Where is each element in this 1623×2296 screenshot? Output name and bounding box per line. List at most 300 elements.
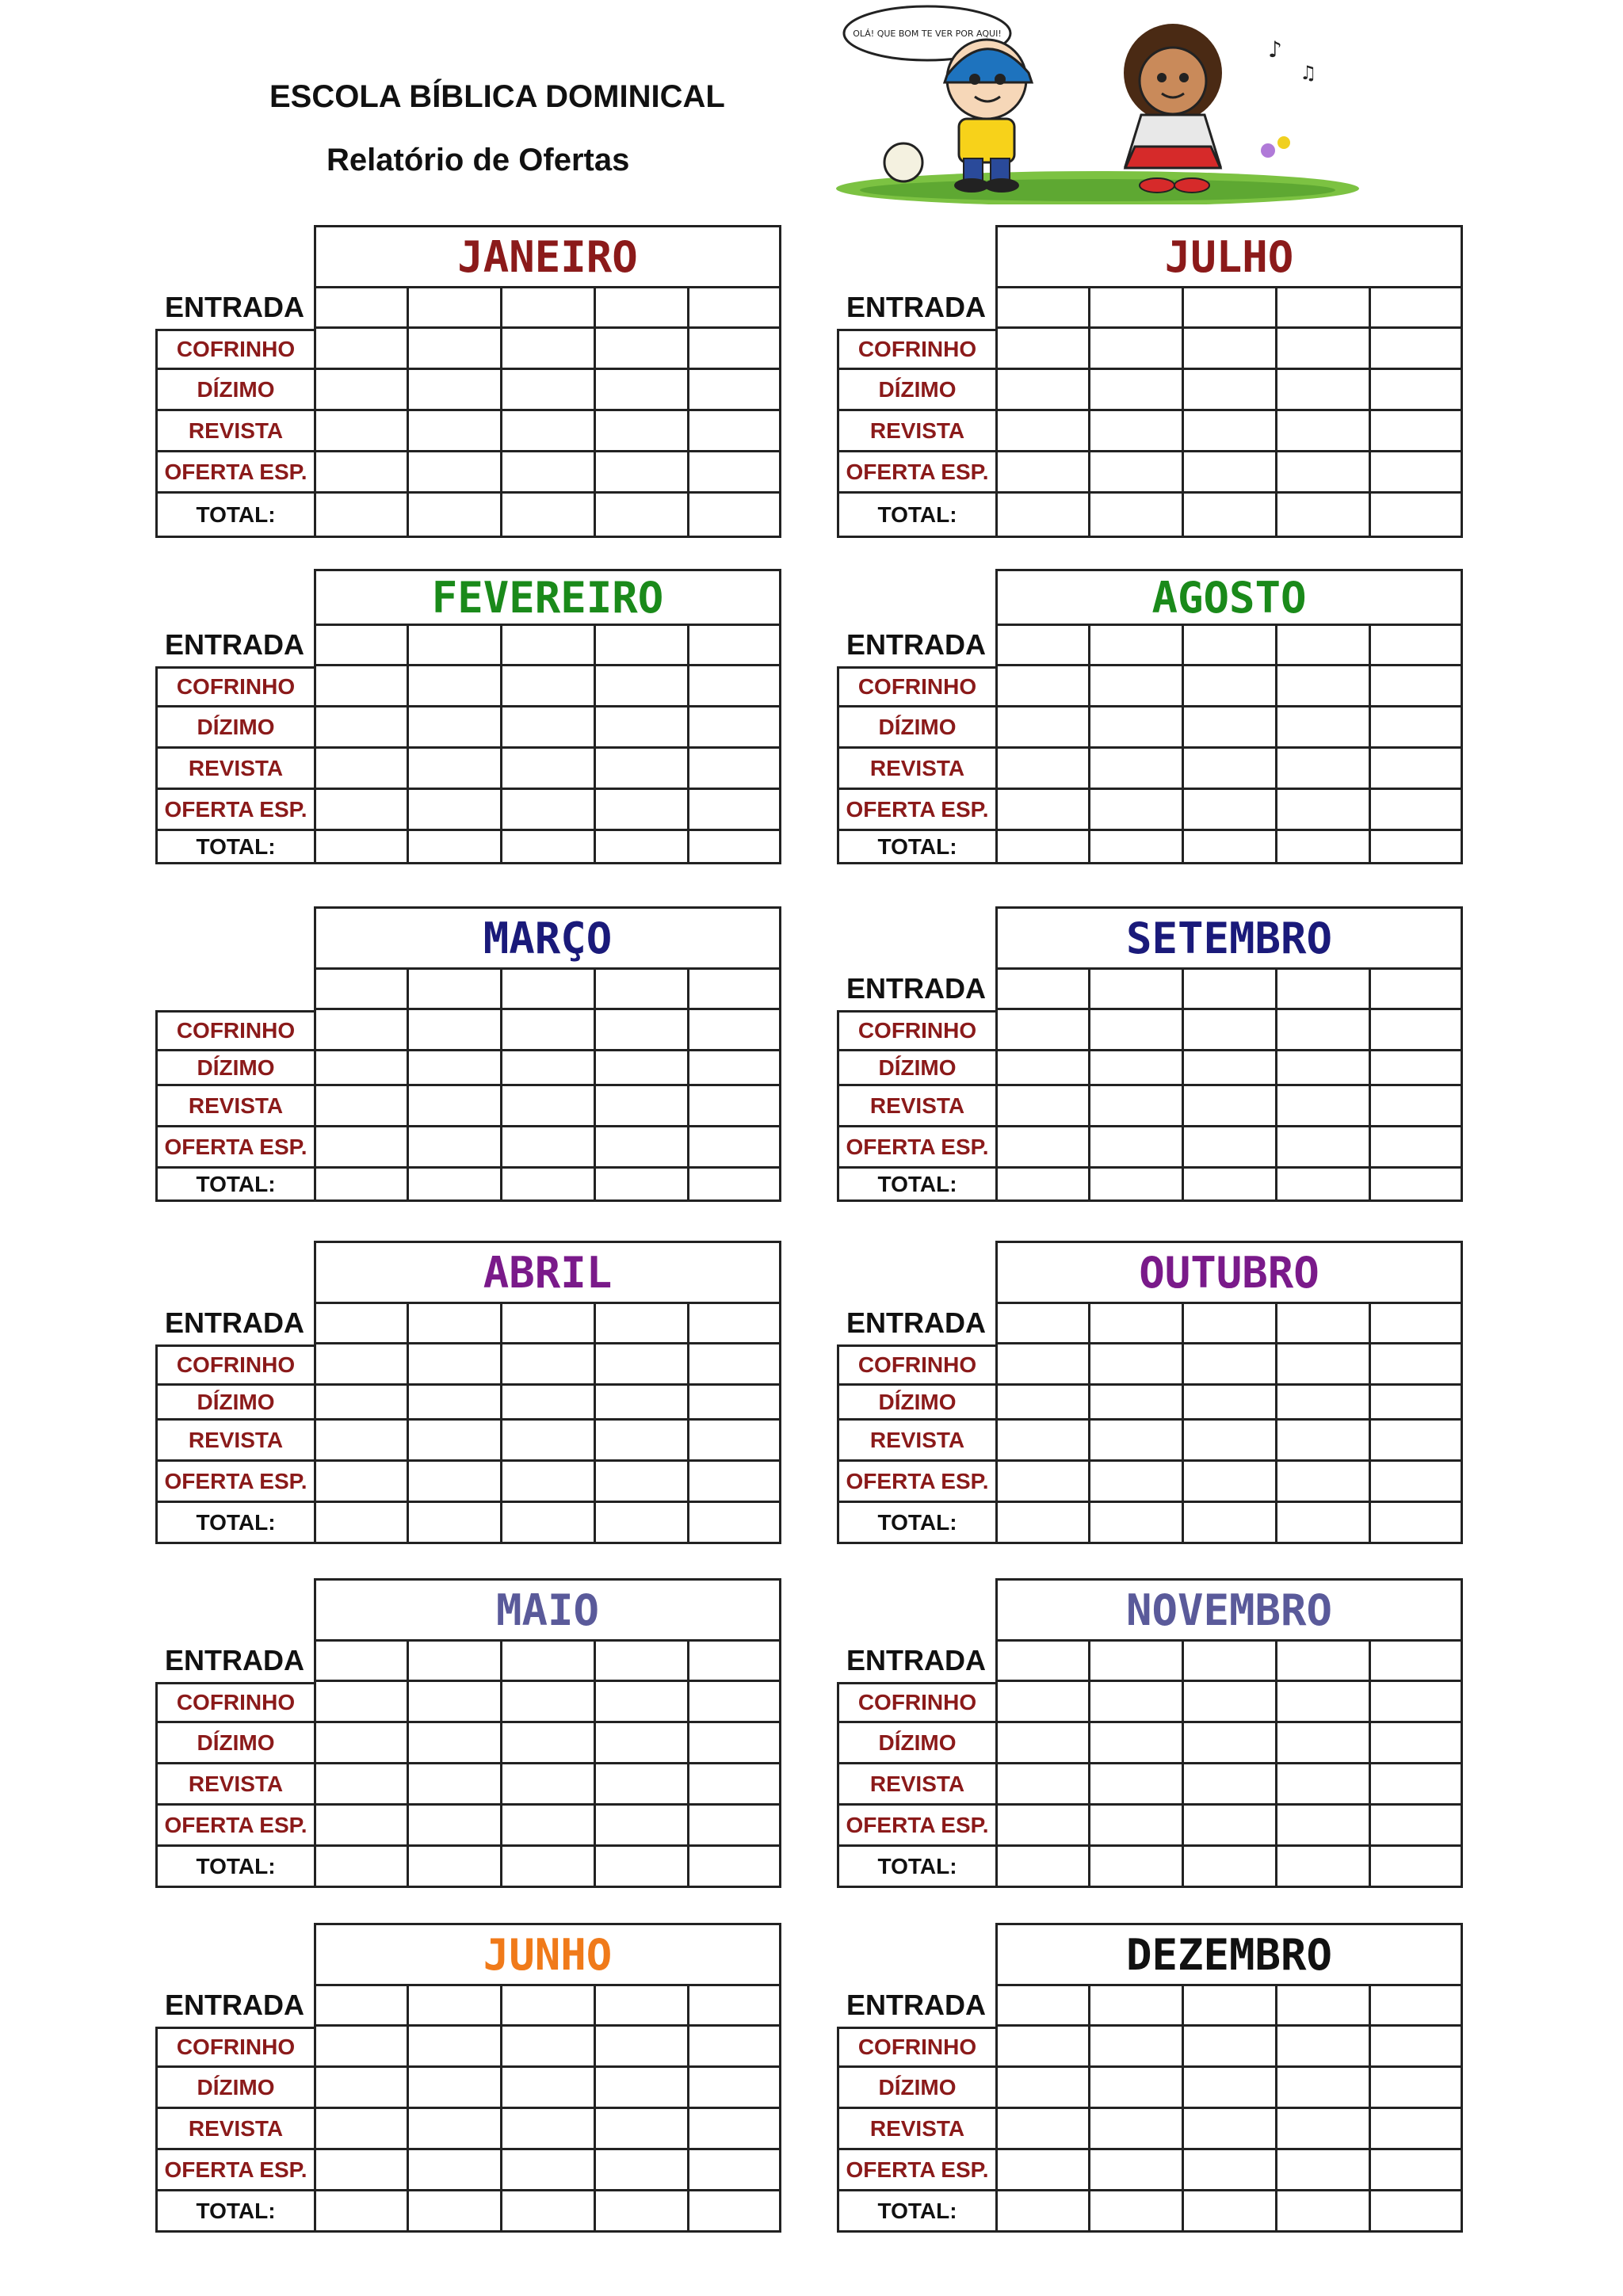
entry-cell[interactable] xyxy=(314,1503,409,1544)
entry-cell[interactable] xyxy=(1277,1386,1371,1421)
entry-cell[interactable] xyxy=(502,1806,596,1847)
entry-cell[interactable] xyxy=(1371,1127,1463,1169)
entry-cell[interactable] xyxy=(1184,1086,1277,1127)
entry-cell[interactable] xyxy=(1371,2109,1463,2150)
entry-cell[interactable] xyxy=(1090,624,1184,666)
entry-cell[interactable] xyxy=(689,1764,781,1806)
entry-cell[interactable] xyxy=(1090,1127,1184,1169)
entry-cell[interactable] xyxy=(1184,1302,1277,1344)
entry-cell[interactable] xyxy=(502,831,596,864)
entry-cell[interactable] xyxy=(314,1723,409,1764)
entry-cell[interactable] xyxy=(409,1086,502,1127)
entry-cell[interactable] xyxy=(1184,1806,1277,1847)
entry-cell[interactable] xyxy=(314,2150,409,2191)
entry-cell[interactable] xyxy=(1184,1010,1277,1051)
entry-cell[interactable] xyxy=(596,411,689,452)
entry-cell[interactable] xyxy=(314,831,409,864)
entry-cell[interactable] xyxy=(689,624,781,666)
entry-cell[interactable] xyxy=(995,1806,1090,1847)
entry-cell[interactable] xyxy=(1371,1639,1463,1682)
entry-cell[interactable] xyxy=(502,1462,596,1503)
entry-cell[interactable] xyxy=(1184,2068,1277,2109)
entry-cell[interactable] xyxy=(1371,1169,1463,1202)
entry-cell[interactable] xyxy=(1277,624,1371,666)
entry-cell[interactable] xyxy=(409,666,502,707)
entry-cell[interactable] xyxy=(1090,1462,1184,1503)
entry-cell[interactable] xyxy=(409,2191,502,2233)
entry-cell[interactable] xyxy=(1090,967,1184,1010)
entry-cell[interactable] xyxy=(689,1010,781,1051)
entry-cell[interactable] xyxy=(314,411,409,452)
entry-cell[interactable] xyxy=(689,666,781,707)
entry-cell[interactable] xyxy=(1090,1386,1184,1421)
entry-cell[interactable] xyxy=(502,707,596,749)
entry-cell[interactable] xyxy=(596,831,689,864)
entry-cell[interactable] xyxy=(596,1010,689,1051)
entry-cell[interactable] xyxy=(314,1386,409,1421)
entry-cell[interactable] xyxy=(502,2150,596,2191)
entry-cell[interactable] xyxy=(502,329,596,370)
entry-cell[interactable] xyxy=(1184,411,1277,452)
entry-cell[interactable] xyxy=(314,1169,409,1202)
entry-cell[interactable] xyxy=(1090,790,1184,831)
entry-cell[interactable] xyxy=(596,1169,689,1202)
entry-cell[interactable] xyxy=(689,1127,781,1169)
entry-cell[interactable] xyxy=(995,831,1090,864)
entry-cell[interactable] xyxy=(502,1984,596,2027)
entry-cell[interactable] xyxy=(1371,1386,1463,1421)
entry-cell[interactable] xyxy=(1277,1010,1371,1051)
entry-cell[interactable] xyxy=(596,1462,689,1503)
entry-cell[interactable] xyxy=(1090,1847,1184,1888)
entry-cell[interactable] xyxy=(314,1984,409,2027)
entry-cell[interactable] xyxy=(502,1344,596,1386)
entry-cell[interactable] xyxy=(409,2109,502,2150)
entry-cell[interactable] xyxy=(1090,1169,1184,1202)
entry-cell[interactable] xyxy=(502,1051,596,1086)
entry-cell[interactable] xyxy=(1277,286,1371,329)
entry-cell[interactable] xyxy=(1371,790,1463,831)
entry-cell[interactable] xyxy=(1090,2191,1184,2233)
entry-cell[interactable] xyxy=(1277,666,1371,707)
entry-cell[interactable] xyxy=(689,1462,781,1503)
entry-cell[interactable] xyxy=(596,2068,689,2109)
entry-cell[interactable] xyxy=(314,1010,409,1051)
entry-cell[interactable] xyxy=(1277,1682,1371,1723)
entry-cell[interactable] xyxy=(596,1302,689,1344)
entry-cell[interactable] xyxy=(1184,452,1277,494)
entry-cell[interactable] xyxy=(314,2068,409,2109)
entry-cell[interactable] xyxy=(1371,1051,1463,1086)
entry-cell[interactable] xyxy=(502,2068,596,2109)
entry-cell[interactable] xyxy=(689,370,781,411)
entry-cell[interactable] xyxy=(409,1051,502,1086)
entry-cell[interactable] xyxy=(995,624,1090,666)
entry-cell[interactable] xyxy=(502,1503,596,1544)
entry-cell[interactable] xyxy=(1184,1847,1277,1888)
entry-cell[interactable] xyxy=(314,2027,409,2068)
entry-cell[interactable] xyxy=(1277,1639,1371,1682)
entry-cell[interactable] xyxy=(314,666,409,707)
entry-cell[interactable] xyxy=(1371,707,1463,749)
entry-cell[interactable] xyxy=(596,624,689,666)
entry-cell[interactable] xyxy=(1371,1503,1463,1544)
entry-cell[interactable] xyxy=(1184,1984,1277,2027)
entry-cell[interactable] xyxy=(502,666,596,707)
entry-cell[interactable] xyxy=(596,2027,689,2068)
entry-cell[interactable] xyxy=(1277,1051,1371,1086)
entry-cell[interactable] xyxy=(314,1127,409,1169)
entry-cell[interactable] xyxy=(1184,1127,1277,1169)
entry-cell[interactable] xyxy=(1090,1421,1184,1462)
entry-cell[interactable] xyxy=(1184,494,1277,538)
entry-cell[interactable] xyxy=(1090,1806,1184,1847)
entry-cell[interactable] xyxy=(596,2150,689,2191)
entry-cell[interactable] xyxy=(596,1503,689,1544)
entry-cell[interactable] xyxy=(409,1462,502,1503)
entry-cell[interactable] xyxy=(1371,1764,1463,1806)
entry-cell[interactable] xyxy=(502,1639,596,1682)
entry-cell[interactable] xyxy=(1371,1421,1463,1462)
entry-cell[interactable] xyxy=(314,370,409,411)
entry-cell[interactable] xyxy=(1184,2150,1277,2191)
entry-cell[interactable] xyxy=(502,286,596,329)
entry-cell[interactable] xyxy=(1371,2191,1463,2233)
entry-cell[interactable] xyxy=(314,749,409,790)
entry-cell[interactable] xyxy=(502,370,596,411)
entry-cell[interactable] xyxy=(1184,1764,1277,1806)
entry-cell[interactable] xyxy=(689,1421,781,1462)
entry-cell[interactable] xyxy=(1090,1086,1184,1127)
entry-cell[interactable] xyxy=(689,2191,781,2233)
entry-cell[interactable] xyxy=(1277,831,1371,864)
entry-cell[interactable] xyxy=(596,1764,689,1806)
entry-cell[interactable] xyxy=(409,1682,502,1723)
entry-cell[interactable] xyxy=(995,1462,1090,1503)
entry-cell[interactable] xyxy=(1371,1806,1463,1847)
entry-cell[interactable] xyxy=(596,1847,689,1888)
entry-cell[interactable] xyxy=(689,329,781,370)
entry-cell[interactable] xyxy=(1371,1847,1463,1888)
entry-cell[interactable] xyxy=(502,1010,596,1051)
entry-cell[interactable] xyxy=(689,1806,781,1847)
entry-cell[interactable] xyxy=(1277,2109,1371,2150)
entry-cell[interactable] xyxy=(1277,707,1371,749)
entry-cell[interactable] xyxy=(1184,624,1277,666)
entry-cell[interactable] xyxy=(314,1051,409,1086)
entry-cell[interactable] xyxy=(1371,624,1463,666)
entry-cell[interactable] xyxy=(596,1344,689,1386)
entry-cell[interactable] xyxy=(596,1984,689,2027)
entry-cell[interactable] xyxy=(1090,2027,1184,2068)
entry-cell[interactable] xyxy=(1277,1421,1371,1462)
entry-cell[interactable] xyxy=(1184,370,1277,411)
entry-cell[interactable] xyxy=(596,286,689,329)
entry-cell[interactable] xyxy=(1371,1462,1463,1503)
entry-cell[interactable] xyxy=(689,1847,781,1888)
entry-cell[interactable] xyxy=(995,452,1090,494)
entry-cell[interactable] xyxy=(1090,1984,1184,2027)
entry-cell[interactable] xyxy=(995,370,1090,411)
entry-cell[interactable] xyxy=(1184,1051,1277,1086)
entry-cell[interactable] xyxy=(1371,494,1463,538)
entry-cell[interactable] xyxy=(1277,494,1371,538)
entry-cell[interactable] xyxy=(314,2191,409,2233)
entry-cell[interactable] xyxy=(409,2068,502,2109)
entry-cell[interactable] xyxy=(1371,411,1463,452)
entry-cell[interactable] xyxy=(409,790,502,831)
entry-cell[interactable] xyxy=(596,1051,689,1086)
entry-cell[interactable] xyxy=(502,624,596,666)
entry-cell[interactable] xyxy=(1090,749,1184,790)
entry-cell[interactable] xyxy=(502,1421,596,1462)
entry-cell[interactable] xyxy=(409,1806,502,1847)
entry-cell[interactable] xyxy=(995,2109,1090,2150)
entry-cell[interactable] xyxy=(689,1169,781,1202)
entry-cell[interactable] xyxy=(1184,1682,1277,1723)
entry-cell[interactable] xyxy=(689,1682,781,1723)
entry-cell[interactable] xyxy=(596,1723,689,1764)
entry-cell[interactable] xyxy=(1277,2150,1371,2191)
entry-cell[interactable] xyxy=(1184,2191,1277,2233)
entry-cell[interactable] xyxy=(502,411,596,452)
entry-cell[interactable] xyxy=(314,1639,409,1682)
entry-cell[interactable] xyxy=(1090,1344,1184,1386)
entry-cell[interactable] xyxy=(314,967,409,1010)
entry-cell[interactable] xyxy=(995,1386,1090,1421)
entry-cell[interactable] xyxy=(502,2191,596,2233)
entry-cell[interactable] xyxy=(1371,666,1463,707)
entry-cell[interactable] xyxy=(689,831,781,864)
entry-cell[interactable] xyxy=(502,1682,596,1723)
entry-cell[interactable] xyxy=(1090,1639,1184,1682)
entry-cell[interactable] xyxy=(502,1723,596,1764)
entry-cell[interactable] xyxy=(689,452,781,494)
entry-cell[interactable] xyxy=(596,1086,689,1127)
entry-cell[interactable] xyxy=(596,329,689,370)
entry-cell[interactable] xyxy=(1184,286,1277,329)
entry-cell[interactable] xyxy=(1277,1462,1371,1503)
entry-cell[interactable] xyxy=(1090,494,1184,538)
entry-cell[interactable] xyxy=(689,286,781,329)
entry-cell[interactable] xyxy=(1090,2150,1184,2191)
entry-cell[interactable] xyxy=(1184,831,1277,864)
entry-cell[interactable] xyxy=(995,1127,1090,1169)
entry-cell[interactable] xyxy=(314,707,409,749)
entry-cell[interactable] xyxy=(1090,452,1184,494)
entry-cell[interactable] xyxy=(689,967,781,1010)
entry-cell[interactable] xyxy=(502,1302,596,1344)
entry-cell[interactable] xyxy=(1184,329,1277,370)
entry-cell[interactable] xyxy=(502,2109,596,2150)
entry-cell[interactable] xyxy=(1184,707,1277,749)
entry-cell[interactable] xyxy=(314,790,409,831)
entry-cell[interactable] xyxy=(1090,707,1184,749)
entry-cell[interactable] xyxy=(409,624,502,666)
entry-cell[interactable] xyxy=(314,624,409,666)
entry-cell[interactable] xyxy=(1277,1723,1371,1764)
entry-cell[interactable] xyxy=(689,707,781,749)
entry-cell[interactable] xyxy=(409,1764,502,1806)
entry-cell[interactable] xyxy=(1277,1302,1371,1344)
entry-cell[interactable] xyxy=(409,370,502,411)
entry-cell[interactable] xyxy=(596,666,689,707)
entry-cell[interactable] xyxy=(1371,749,1463,790)
entry-cell[interactable] xyxy=(995,666,1090,707)
entry-cell[interactable] xyxy=(409,2027,502,2068)
entry-cell[interactable] xyxy=(596,2109,689,2150)
entry-cell[interactable] xyxy=(314,494,409,538)
entry-cell[interactable] xyxy=(502,749,596,790)
entry-cell[interactable] xyxy=(1090,831,1184,864)
entry-cell[interactable] xyxy=(689,749,781,790)
entry-cell[interactable] xyxy=(502,452,596,494)
entry-cell[interactable] xyxy=(995,1010,1090,1051)
entry-cell[interactable] xyxy=(409,967,502,1010)
entry-cell[interactable] xyxy=(995,2068,1090,2109)
entry-cell[interactable] xyxy=(409,1344,502,1386)
entry-cell[interactable] xyxy=(689,2109,781,2150)
entry-cell[interactable] xyxy=(1277,1847,1371,1888)
entry-cell[interactable] xyxy=(314,1086,409,1127)
entry-cell[interactable] xyxy=(314,329,409,370)
entry-cell[interactable] xyxy=(596,749,689,790)
entry-cell[interactable] xyxy=(596,370,689,411)
entry-cell[interactable] xyxy=(314,1847,409,1888)
entry-cell[interactable] xyxy=(1184,1723,1277,1764)
entry-cell[interactable] xyxy=(409,1169,502,1202)
entry-cell[interactable] xyxy=(1090,1302,1184,1344)
entry-cell[interactable] xyxy=(1371,370,1463,411)
entry-cell[interactable] xyxy=(409,831,502,864)
entry-cell[interactable] xyxy=(596,1806,689,1847)
entry-cell[interactable] xyxy=(1090,1764,1184,1806)
entry-cell[interactable] xyxy=(1277,329,1371,370)
entry-cell[interactable] xyxy=(1184,1639,1277,1682)
entry-cell[interactable] xyxy=(689,1503,781,1544)
entry-cell[interactable] xyxy=(995,1169,1090,1202)
entry-cell[interactable] xyxy=(1184,666,1277,707)
entry-cell[interactable] xyxy=(1184,2027,1277,2068)
entry-cell[interactable] xyxy=(1090,1682,1184,1723)
entry-cell[interactable] xyxy=(409,2150,502,2191)
entry-cell[interactable] xyxy=(1277,749,1371,790)
entry-cell[interactable] xyxy=(596,494,689,538)
entry-cell[interactable] xyxy=(995,1682,1090,1723)
entry-cell[interactable] xyxy=(409,1723,502,1764)
entry-cell[interactable] xyxy=(409,1127,502,1169)
entry-cell[interactable] xyxy=(596,1639,689,1682)
entry-cell[interactable] xyxy=(502,1847,596,1888)
entry-cell[interactable] xyxy=(1090,1503,1184,1544)
entry-cell[interactable] xyxy=(1184,749,1277,790)
entry-cell[interactable] xyxy=(1371,831,1463,864)
entry-cell[interactable] xyxy=(995,1086,1090,1127)
entry-cell[interactable] xyxy=(409,707,502,749)
entry-cell[interactable] xyxy=(596,2191,689,2233)
entry-cell[interactable] xyxy=(596,707,689,749)
entry-cell[interactable] xyxy=(502,2027,596,2068)
entry-cell[interactable] xyxy=(1277,967,1371,1010)
entry-cell[interactable] xyxy=(689,1302,781,1344)
entry-cell[interactable] xyxy=(409,1984,502,2027)
entry-cell[interactable] xyxy=(689,2068,781,2109)
entry-cell[interactable] xyxy=(1277,2068,1371,2109)
entry-cell[interactable] xyxy=(1371,286,1463,329)
entry-cell[interactable] xyxy=(502,1127,596,1169)
entry-cell[interactable] xyxy=(1277,411,1371,452)
entry-cell[interactable] xyxy=(995,2027,1090,2068)
entry-cell[interactable] xyxy=(1090,2109,1184,2150)
entry-cell[interactable] xyxy=(689,790,781,831)
entry-cell[interactable] xyxy=(314,286,409,329)
entry-cell[interactable] xyxy=(995,1344,1090,1386)
entry-cell[interactable] xyxy=(314,1682,409,1723)
entry-cell[interactable] xyxy=(409,1386,502,1421)
entry-cell[interactable] xyxy=(314,1462,409,1503)
entry-cell[interactable] xyxy=(1090,411,1184,452)
entry-cell[interactable] xyxy=(314,1421,409,1462)
entry-cell[interactable] xyxy=(314,1302,409,1344)
entry-cell[interactable] xyxy=(1371,1086,1463,1127)
entry-cell[interactable] xyxy=(502,494,596,538)
entry-cell[interactable] xyxy=(995,790,1090,831)
entry-cell[interactable] xyxy=(995,707,1090,749)
entry-cell[interactable] xyxy=(995,1764,1090,1806)
entry-cell[interactable] xyxy=(1277,370,1371,411)
entry-cell[interactable] xyxy=(1090,329,1184,370)
entry-cell[interactable] xyxy=(1277,1169,1371,1202)
entry-cell[interactable] xyxy=(1277,1806,1371,1847)
entry-cell[interactable] xyxy=(1277,2027,1371,2068)
entry-cell[interactable] xyxy=(1090,1010,1184,1051)
entry-cell[interactable] xyxy=(689,1344,781,1386)
entry-cell[interactable] xyxy=(596,967,689,1010)
entry-cell[interactable] xyxy=(1277,1344,1371,1386)
entry-cell[interactable] xyxy=(314,2109,409,2150)
entry-cell[interactable] xyxy=(314,1806,409,1847)
entry-cell[interactable] xyxy=(1277,790,1371,831)
entry-cell[interactable] xyxy=(995,1503,1090,1544)
entry-cell[interactable] xyxy=(995,1639,1090,1682)
entry-cell[interactable] xyxy=(689,494,781,538)
entry-cell[interactable] xyxy=(1184,1169,1277,1202)
entry-cell[interactable] xyxy=(409,329,502,370)
entry-cell[interactable] xyxy=(1277,1503,1371,1544)
entry-cell[interactable] xyxy=(1277,1984,1371,2027)
entry-cell[interactable] xyxy=(409,411,502,452)
entry-cell[interactable] xyxy=(995,749,1090,790)
entry-cell[interactable] xyxy=(1371,2068,1463,2109)
entry-cell[interactable] xyxy=(596,790,689,831)
entry-cell[interactable] xyxy=(689,1639,781,1682)
entry-cell[interactable] xyxy=(1184,1386,1277,1421)
entry-cell[interactable] xyxy=(689,1051,781,1086)
entry-cell[interactable] xyxy=(314,1764,409,1806)
entry-cell[interactable] xyxy=(1184,2109,1277,2150)
entry-cell[interactable] xyxy=(596,1386,689,1421)
entry-cell[interactable] xyxy=(314,1344,409,1386)
entry-cell[interactable] xyxy=(409,1847,502,1888)
entry-cell[interactable] xyxy=(1090,286,1184,329)
entry-cell[interactable] xyxy=(409,749,502,790)
entry-cell[interactable] xyxy=(689,2150,781,2191)
entry-cell[interactable] xyxy=(596,1682,689,1723)
entry-cell[interactable] xyxy=(995,1051,1090,1086)
entry-cell[interactable] xyxy=(409,1010,502,1051)
entry-cell[interactable] xyxy=(409,452,502,494)
entry-cell[interactable] xyxy=(1371,1010,1463,1051)
